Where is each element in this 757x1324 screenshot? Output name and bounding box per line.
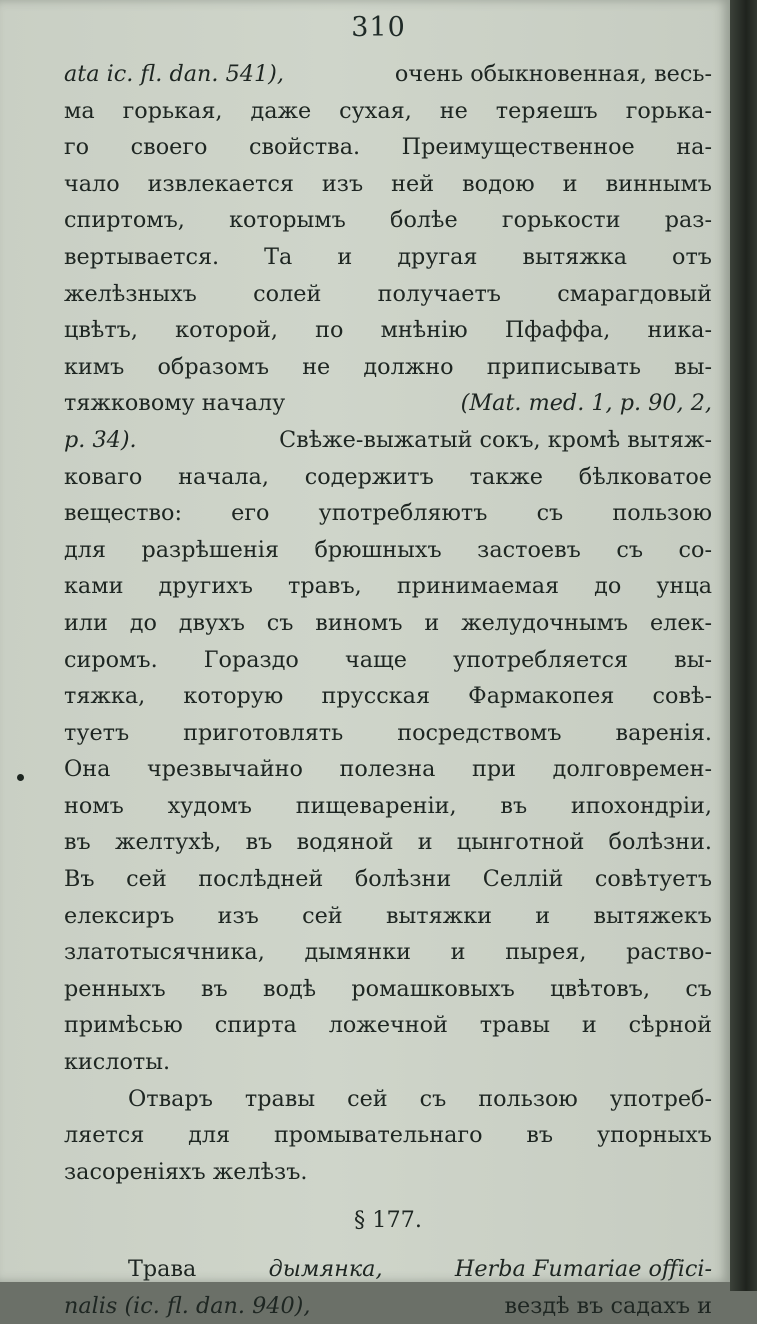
text-segment: спиртомъ, которымъ болѣе горькости раз- [64,207,712,234]
text-line [64,898,712,935]
text-line [64,93,712,130]
text-line [64,276,712,313]
text-segment: туетъ приготовлять посредствомъ варенія. [64,719,712,746]
text-segment: Трава [128,1256,197,1282]
text-line [64,1081,712,1118]
text-segment: ляется для промывательнаго въ упорныхъ [64,1122,712,1149]
text-line [64,495,712,532]
text-segment: § 177. [354,1207,422,1234]
text-line [64,349,712,386]
text-line [64,1007,712,1044]
text-line [64,1044,712,1081]
text-line [64,605,712,642]
text-line [64,861,712,898]
text-line [64,1288,712,1324]
text-line [64,751,712,788]
text-segment: цвѣтъ, которой, по мнѣнію Пфаффа, ника- [64,317,712,344]
text-line [64,166,712,203]
text-segment: елексиръ изъ сей вытяжки и вытяжекъ [64,902,712,929]
text-segment: коваго начала, содержитъ также бѣлковатое [64,463,712,490]
text-segment: ма горькая, даже сухая, не теряешъ горька- [64,97,712,124]
text-line [64,568,712,605]
latin-reference: p. 34). [64,426,137,453]
text-segment: кислоты. [64,1049,171,1076]
text-segment: для разрѣшенія брюшныхъ застоевъ съ со- [64,536,712,563]
text-segment: Свѣже-выжатый сокъ, кромѣ вытяж- [279,426,712,453]
text-segment: тяжковому началу [64,390,286,417]
page-number: 310 [351,12,406,43]
page-edge-shadow [730,0,757,1291]
latin-reference: ata ic. fl. dan. 541), [64,61,284,87]
text-segment: Отваръ травы сей съ пользою употреб- [128,1085,712,1112]
text-line [64,1202,712,1239]
text-segment: очень обыкновенная, весь- [394,61,712,87]
text-segment: тяжка, которую прусская Фармакопея совѣ- [64,683,712,710]
paragraph-gap [64,1239,712,1251]
text-line [64,129,712,166]
text-line [64,239,712,276]
text-segment: желѣзныхъ солей получаетъ смарагдовый [64,280,712,307]
text-line [64,532,712,569]
text-line [64,971,712,1008]
text-segment: или до двухъ съ виномъ и желудочнымъ елек- [64,609,712,636]
text-segment: го своего свойства. Преимущественное на- [64,134,712,161]
body-text [64,56,712,1324]
latin-reference: (Mat. med. 1, p. 90, 2, [460,390,712,417]
text-segment: кимъ образомъ не должно приписывать вы- [64,353,712,380]
text-line [64,459,712,496]
text-line [64,1154,712,1191]
text-segment: ренныхъ въ водѣ ромашковыхъ цвѣтовъ, съ [64,975,712,1002]
text-segment: въ желтухѣ, въ водяной и цынготной болѣзни. [64,829,712,856]
text-line [64,422,712,459]
text-segment: примѣсью спирта ложечной травы и сѣрной [64,1012,712,1039]
text-segment: вездѣ въ садахъ и [504,1292,712,1319]
margin-ink-dot [17,774,24,781]
text-line [64,202,712,239]
text-segment: Она чрезвычайно полезна при долговремен- [64,756,712,783]
text-segment: вертывается. Та и другая вытяжка отъ [64,243,712,270]
latin-reference: дымянка, [268,1256,383,1282]
text-segment: чало извлекается изъ ней водою и виннымъ [64,170,712,197]
text-line [64,715,712,752]
text-line [64,1251,712,1288]
text-segment: Въ сей послѣдней болѣзни Селлій совѣтуетъ [64,866,712,893]
text-line [64,385,712,422]
text-line [64,312,712,349]
text-line [64,934,712,971]
text-segment: вещество: его употребляютъ съ пользою [64,500,712,527]
text-line [64,56,712,93]
text-line [64,678,712,715]
text-line [64,824,712,861]
text-line [64,788,712,825]
text-segment: ками другихъ травъ, принимаемая до унца [64,573,712,600]
latin-reference: Herba Fumariae offici- [454,1256,712,1282]
paragraph-gap [64,1190,712,1202]
text-segment: сиромъ. Гораздо чаще употребляется вы- [64,646,712,673]
text-segment: засореніяхъ желѣзъ. [64,1158,308,1185]
text-segment: златотысячника, дымянки и пырея, раство- [64,939,712,966]
text-line [64,1117,712,1154]
text-segment: номъ худомъ пищевареніи, въ ипохондріи, [64,792,712,819]
text-line [64,642,712,679]
latin-reference: nalis (ic. fl. dan. 940), [64,1292,311,1319]
